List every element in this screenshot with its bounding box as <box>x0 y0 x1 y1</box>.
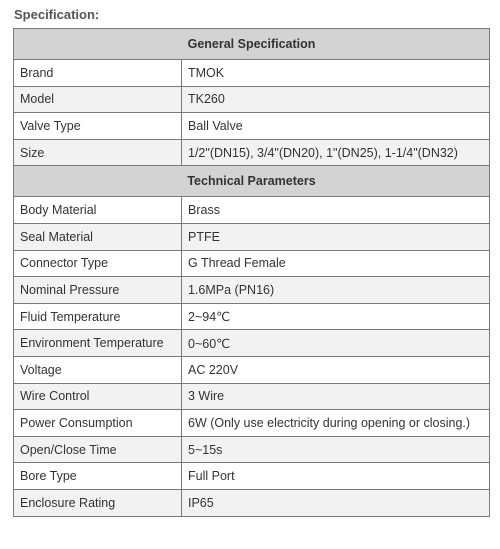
spec-row-body-material <box>14 197 490 224</box>
spec-value: Ball Valve <box>182 113 490 140</box>
spec-row-power-consumption <box>14 410 490 437</box>
page-heading: Specification: <box>14 7 100 22</box>
spec-row-model <box>14 86 490 113</box>
spec-value: 3 Wire <box>182 383 490 410</box>
spec-row-valve-type <box>14 113 490 140</box>
specification-table <box>13 28 490 517</box>
spec-value: 1.6MPa (PN16) <box>182 277 490 304</box>
spec-row-seal-material <box>14 223 490 250</box>
spec-row-connector-type <box>14 250 490 277</box>
spec-label: Fluid Temperature <box>14 303 182 330</box>
spec-label: Wire Control <box>14 383 182 410</box>
section-title: General Specification <box>14 29 490 60</box>
spec-label: Body Material <box>14 197 182 224</box>
spec-row-environment-temperature <box>14 330 490 357</box>
spec-row-brand <box>14 60 490 87</box>
spec-row-size <box>14 139 490 166</box>
spec-value: IP65 <box>182 489 490 516</box>
spec-row-enclosure-rating <box>14 489 490 516</box>
spec-row-wire-control <box>14 383 490 410</box>
section-header-general <box>14 29 490 60</box>
spec-value: 0~60℃ <box>182 330 490 357</box>
spec-row-fluid-temperature <box>14 303 490 330</box>
spec-value: AC 220V <box>182 356 490 383</box>
spec-label: Nominal Pressure <box>14 277 182 304</box>
spec-row-bore-type <box>14 463 490 490</box>
spec-label: Enclosure Rating <box>14 489 182 516</box>
spec-value: 6W (Only use electricity during opening or closing.) <box>182 410 490 437</box>
spec-label: Valve Type <box>14 113 182 140</box>
spec-value: Full Port <box>182 463 490 490</box>
spec-value: 5~15s <box>182 436 490 463</box>
spec-value: TK260 <box>182 86 490 113</box>
spec-row-voltage <box>14 356 490 383</box>
spec-label: Size <box>14 139 182 166</box>
spec-value: 2~94℃ <box>182 303 490 330</box>
spec-label: Bore Type <box>14 463 182 490</box>
spec-label: Seal Material <box>14 223 182 250</box>
spec-label: Environment Temperature <box>14 330 182 357</box>
spec-label: Connector Type <box>14 250 182 277</box>
spec-value: G Thread Female <box>182 250 490 277</box>
spec-value: Brass <box>182 197 490 224</box>
spec-value: TMOK <box>182 60 490 87</box>
spec-value: PTFE <box>182 223 490 250</box>
spec-value: 1/2"(DN15), 3/4"(DN20), 1"(DN25), 1-1/4"(DN32) <box>182 139 490 166</box>
spec-label: Model <box>14 86 182 113</box>
spec-label: Power Consumption <box>14 410 182 437</box>
spec-row-nominal-pressure <box>14 277 490 304</box>
spec-label: Voltage <box>14 356 182 383</box>
section-title: Technical Parameters <box>14 166 490 197</box>
section-header-technical <box>14 166 490 197</box>
spec-label: Brand <box>14 60 182 87</box>
spec-label: Open/Close Time <box>14 436 182 463</box>
spec-row-open-close-time <box>14 436 490 463</box>
